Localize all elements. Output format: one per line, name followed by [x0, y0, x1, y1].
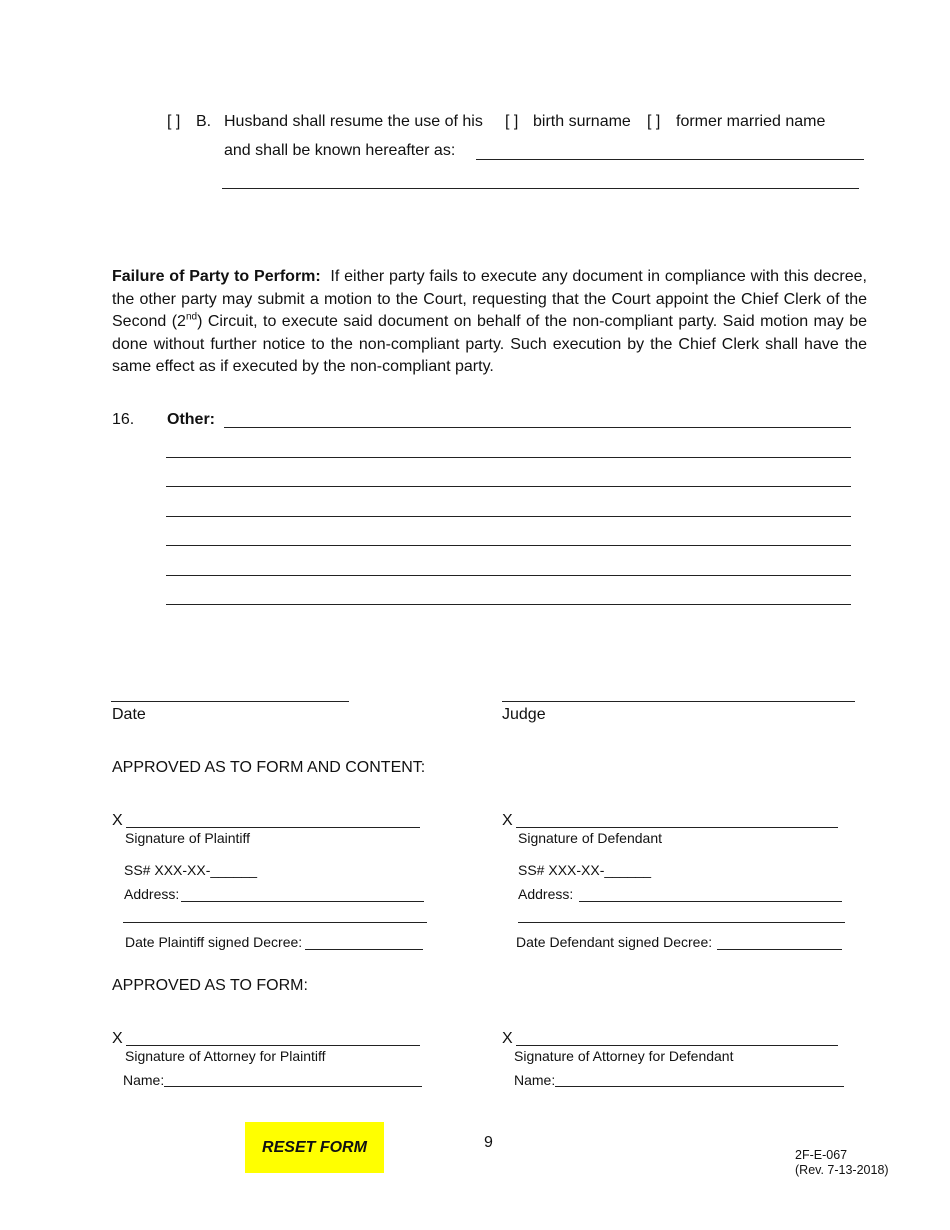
birth-surname-label: birth surname — [533, 113, 631, 130]
approved-content-heading: APPROVED AS TO FORM AND CONTENT: — [112, 759, 426, 776]
plaintiff-signature-label: Signature of Plaintiff — [125, 830, 251, 846]
plaintiff-address-field[interactable] — [181, 901, 424, 902]
former-married-name-label: former married name — [676, 113, 826, 130]
reset-form-button[interactable]: RESET FORM — [245, 1122, 384, 1173]
failure-text: If either party fails to execute any document in compliance with this decree, the other party may submit a motion to the Court, requesting that the Court appoint the Chief Clerk of the Second (2 — [112, 268, 867, 330]
plaintiff-attorney-name-field[interactable] — [164, 1086, 422, 1087]
form-revision: (Rev. 7-13-2018) — [795, 1163, 889, 1177]
other-field-line[interactable] — [224, 427, 851, 428]
other-field-line[interactable] — [166, 457, 851, 458]
known-as-field[interactable] — [476, 159, 864, 160]
other-field-line[interactable] — [166, 604, 851, 605]
other-field-line[interactable] — [166, 545, 851, 546]
section-b-bracket[interactable]: [ ] — [167, 113, 181, 130]
ordinal-suffix: nd — [185, 311, 198, 323]
other-field-line[interactable] — [166, 575, 851, 576]
date-field[interactable] — [111, 701, 349, 702]
plaintiff-address-label: Address: — [124, 886, 180, 902]
defendant-address-label: Address: — [518, 886, 574, 902]
section-b-letter: B. — [196, 113, 212, 130]
plaintiff-ss-field[interactable]: SS# XXX-XX-______ — [124, 862, 258, 878]
birth-surname-checkbox[interactable]: [ ] — [505, 113, 519, 130]
judge-signature-field[interactable] — [502, 701, 855, 702]
judge-label: Judge — [502, 706, 546, 723]
failure-text-cont: ) Circuit, to execute said document on behalf of the non-compliant party. Said motion may be done without further notice to the non-compliant party. Such execution by the Chief Clerk shall have the same effect as if executed by the non-compliant party. — [112, 313, 868, 375]
defendant-date-signed-label: Date Defendant signed Decree: — [516, 934, 713, 950]
other-field-line[interactable] — [166, 516, 851, 517]
plaintiff-date-signed-field[interactable] — [305, 949, 423, 950]
defendant-date-signed-field[interactable] — [717, 949, 842, 950]
x-mark: X — [112, 812, 123, 829]
approved-form-heading: APPROVED AS TO FORM: — [112, 977, 308, 994]
known-as-field-line2[interactable] — [222, 188, 859, 189]
item-number: 16. — [112, 411, 135, 428]
other-field-line[interactable] — [166, 486, 851, 487]
x-mark: X — [502, 812, 513, 829]
defendant-address-field-line2[interactable] — [518, 922, 845, 923]
former-married-name-checkbox[interactable]: [ ] — [647, 113, 661, 130]
plaintiff-date-signed-label: Date Plaintiff signed Decree: — [125, 934, 303, 950]
defendant-attorney-signature-field[interactable] — [516, 1045, 838, 1046]
x-mark: X — [112, 1030, 123, 1047]
plaintiff-attorney-name-label: Name: — [123, 1072, 165, 1088]
defendant-signature-label: Signature of Defendant — [518, 830, 662, 846]
other-label: Other: — [167, 411, 215, 428]
plaintiff-address-field-line2[interactable] — [123, 922, 427, 923]
failure-heading: Failure of Party to Perform: — [112, 268, 321, 285]
defendant-ss-field[interactable]: SS# XXX-XX-______ — [518, 862, 652, 878]
plaintiff-attorney-signature-field[interactable] — [126, 1045, 420, 1046]
page-number: 9 — [484, 1134, 493, 1151]
section-b-text: Husband shall resume the use of his — [224, 113, 483, 130]
x-mark: X — [502, 1030, 513, 1047]
plaintiff-signature-field[interactable] — [126, 827, 420, 828]
defendant-attorney-label: Signature of Attorney for Defendant — [514, 1048, 734, 1064]
failure-paragraph — [112, 266, 867, 379]
date-label: Date — [112, 706, 146, 723]
defendant-attorney-name-field[interactable] — [555, 1086, 844, 1087]
form-id: 2F-E-067 — [795, 1148, 848, 1162]
defendant-attorney-name-label: Name: — [514, 1072, 556, 1088]
known-hereafter-label: and shall be known hereafter as: — [224, 142, 456, 159]
plaintiff-attorney-label: Signature of Attorney for Plaintiff — [125, 1048, 326, 1064]
defendant-address-field[interactable] — [579, 901, 842, 902]
defendant-signature-field[interactable] — [516, 827, 838, 828]
